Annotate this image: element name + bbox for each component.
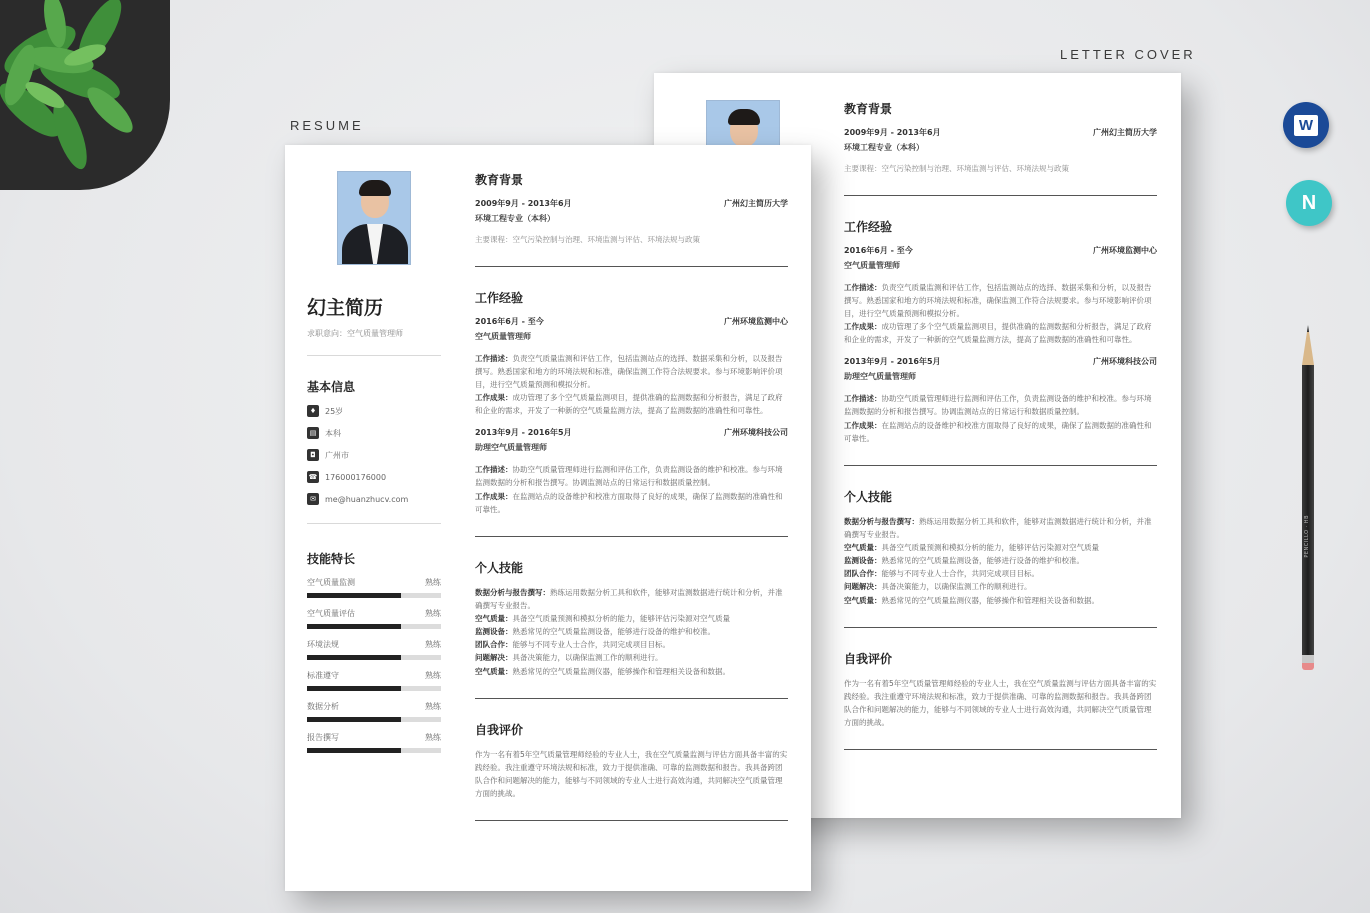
job-intent: 求职意向：空气质量管理师 [307, 329, 403, 338]
job-role: 助理空气质量管理师 [475, 443, 547, 453]
work-section [844, 218, 1157, 445]
skill-bar [307, 748, 441, 753]
job-company: 广州环境监测中心 [724, 316, 788, 326]
education-period: 2009年9月 - 2013年6月 [844, 128, 941, 137]
skill-bar [307, 717, 441, 722]
info-text: 广州市 [325, 450, 349, 460]
skill-row [307, 608, 441, 619]
job-period: 2013年9月 - 2016年5月 [475, 428, 572, 438]
job-entry [475, 316, 788, 418]
skill-bar [307, 593, 441, 598]
info-text: 176000176000 [325, 472, 387, 482]
personal-skills-list: 数据分析与报告撰写：熟练运用数据分析工具和软件，能够对监测数据进行统计和分析，并准确撰写专业报告。 空气质量：具备空气质量预测和模拟分析的能力，能够评估污染源对空气质量 监测设备：熟悉常见的空气质量监测设备，能够进行设备的维护和校准。 团队合作：能够与不同专业人士合作，共同完成项目目标。 问题解决：具备决策能力，以确保监测工作的顺利进行。 空气质量：熟悉常见的空气质量监测仪器，能够操作和管理相关设备和数据。 [844, 516, 1152, 605]
skill-level-label: 熟练 [425, 671, 441, 680]
self-eval-text: 作为一名有着5年空气质量管理师经验的专业人士，我在空气质量监测与评估方面具备丰富的实践经验。我注重遵守环境法规和标准，致力于提供准确、可靠的监测数据和报告。我具备跨团队合作和问题解决的能力，能够与不同领域的专业人士进行高效沟通，共同解决空气质量管理方面的挑战。 [844, 678, 1157, 727]
section-title: 教育背景 [475, 173, 524, 187]
skill-level-label: 熟练 [425, 702, 441, 711]
divider [844, 749, 1157, 750]
skill-item [307, 608, 441, 629]
education-major: 环境工程专业（本科） [475, 214, 555, 223]
section-title: 教育背景 [844, 102, 893, 116]
education-major: 环境工程专业（本科） [844, 143, 924, 152]
job-row [475, 316, 788, 327]
n-app-icon[interactable]: N [1286, 180, 1332, 226]
info-email [307, 493, 441, 505]
info-text: 本科 [325, 428, 341, 438]
section-title: 工作经验 [844, 219, 893, 234]
divider [844, 627, 1157, 628]
job-details: 工作描述：协助空气质量管理师进行监测和评估工作，负责监测设备的维护和校准。参与环境监测数据的分析和报告撰写。协调监测站点的日常运行和数据质量控制。 工作成果：在监测站点的设备维护和校准方面取得了良好的成果，确保了监测数据的准确性和可靠性。 [844, 394, 1152, 443]
skill-name: 环境法规 [307, 640, 339, 649]
job-period: 2016年6月 - 至今 [475, 316, 544, 326]
skill-bar [307, 624, 441, 629]
info-text: 25岁 [325, 406, 344, 416]
basic-info-title: 基本信息 [307, 380, 356, 394]
job-company: 广州环境科技公司 [1093, 357, 1157, 367]
avatar [706, 100, 780, 146]
job-period: 2016年6月 - 至今 [844, 245, 913, 255]
skill-bar-fill [307, 748, 401, 753]
skill-name: 空气质量评估 [307, 609, 355, 618]
section-title: 工作经验 [475, 290, 524, 305]
skill-item [307, 577, 441, 598]
education-courses: 主要课程：空气污染控制与治理、环境监测与评估、环境法规与政策 [475, 235, 700, 244]
skill-name: 报告撰写 [307, 733, 339, 742]
skill-bar [307, 686, 441, 691]
resume-label: RESUME [290, 118, 364, 133]
divider [475, 536, 788, 537]
personal-skills-list: 数据分析与报告撰写：熟练运用数据分析工具和软件，能够对监测数据进行统计和分析，并准确撰写专业报告。 空气质量：具备空气质量预测和模拟分析的能力，能够评估污染源对空气质量 监测设备：熟悉常见的空气质量监测设备，能够进行设备的维护和校准。 团队合作：能够与不同专业人士合作，共同完成项目目标。 问题解决：具备决策能力，以确保监测工作的顺利进行。 空气质量：熟悉常见的空气质量监测仪器，能够操作和管理相关设备和数据。 [475, 587, 783, 676]
work-section [475, 289, 788, 516]
skills-list [307, 577, 441, 753]
section-title: 个人技能 [844, 489, 893, 504]
skill-level-label: 熟练 [425, 609, 441, 618]
personal-skills-section [475, 559, 788, 678]
self-eval-text: 作为一名有着5年空气质量管理师经验的专业人士，我在空气质量监测与评估方面具备丰富的实践经验。我注重遵守环境法规和标准，致力于提供准确、可靠的监测数据和报告。我具备跨团队合作和问题解决的能力，能够与不同领域的专业人士进行高效沟通，共同解决空气质量管理方面的挑战。 [475, 749, 788, 798]
skill-level-label: 熟练 [425, 640, 441, 649]
plant-decoration [0, 0, 170, 190]
divider [475, 266, 788, 267]
skill-bar [307, 655, 441, 660]
job-company: 广州环境监测中心 [1093, 245, 1157, 255]
job-entry [844, 356, 1157, 445]
education-row [844, 127, 1157, 138]
word-app-icon[interactable]: W [1283, 102, 1329, 148]
job-company: 广州环境科技公司 [724, 428, 788, 438]
skill-bar-fill [307, 624, 401, 629]
job-role: 空气质量管理师 [475, 331, 531, 341]
skill-item [307, 732, 441, 753]
job-row [844, 245, 1157, 256]
info-text: me@huanzhucv.com [325, 494, 409, 504]
skill-bar-fill [307, 717, 401, 722]
education-school: 广州幻主简历大学 [1093, 128, 1157, 137]
phone-icon: ☎ [308, 473, 318, 481]
divider [844, 195, 1157, 196]
candidate-name: 幻主简历 [307, 297, 384, 319]
skill-item [307, 639, 441, 660]
job-details: 工作描述：负责空气质量监测和评估工作，包括监测站点的选择、数据采集和分析，以及报告撰写。熟悉国家和地方的环境法规和标准，确保监测工作符合法规要求。参与环境影响评价项目，进行空气质量预测和模拟分析。 工作成果：成功管理了多个空气质量监测项目，提供准确的监测数据和分析报告，满足了政府和企业的需求，开发了一种新的空气质量监测方法，提高了监测数据的准确性和可靠性。 [475, 353, 783, 416]
education-section [475, 171, 788, 246]
skill-row [307, 639, 441, 650]
skill-row [307, 732, 441, 743]
skill-level-label: 熟练 [425, 578, 441, 587]
education-section [844, 100, 1157, 175]
skill-name: 空气质量监测 [307, 578, 355, 587]
skill-name: 标准遵守 [307, 671, 339, 680]
letter-cover-label: LETTER COVER [1060, 47, 1196, 62]
job-entry [475, 427, 788, 516]
education-courses: 主要课程：空气污染控制与治理、环境监测与评估、环境法规与政策 [844, 164, 1069, 173]
education-school: 广州幻主简历大学 [724, 199, 788, 208]
job-row [844, 356, 1157, 367]
divider [307, 523, 441, 524]
divider [844, 465, 1157, 466]
personal-skills-section [844, 488, 1157, 607]
info-phone [307, 471, 441, 483]
skill-row [307, 670, 441, 681]
resume-sidebar [307, 171, 441, 753]
info-education [307, 427, 441, 439]
job-role: 助理空气质量管理师 [844, 372, 916, 382]
email-icon: ✉ [307, 493, 319, 505]
education-period: 2009年9月 - 2013年6月 [475, 199, 572, 208]
divider [475, 698, 788, 699]
education-icon: ▤ [307, 427, 319, 439]
section-title: 自我评价 [475, 722, 524, 737]
skill-bar-fill [307, 686, 401, 691]
self-eval-section [475, 721, 788, 801]
section-title: 个人技能 [475, 560, 524, 575]
skill-row [307, 577, 441, 588]
pencil-brand: PENCILLO · HB [1304, 515, 1310, 558]
job-row [475, 427, 788, 438]
skills-title: 技能特长 [307, 552, 356, 566]
age-icon: ♦ [307, 405, 319, 417]
skill-level-label: 熟练 [425, 733, 441, 742]
location-icon: ◘ [307, 449, 319, 461]
info-location [307, 449, 441, 461]
skill-bar-fill [307, 655, 401, 660]
divider [475, 820, 788, 821]
info-age [307, 405, 441, 417]
divider [307, 355, 441, 356]
job-period: 2013年9月 - 2016年5月 [844, 357, 941, 367]
skill-name: 数据分析 [307, 702, 339, 711]
resume-page [285, 145, 811, 891]
front-main-column [475, 171, 788, 843]
section-title: 自我评价 [844, 651, 893, 666]
job-role: 空气质量管理师 [844, 260, 900, 270]
skill-bar-fill [307, 593, 401, 598]
skill-row [307, 701, 441, 712]
education-row [475, 198, 788, 209]
job-entry [844, 245, 1157, 347]
avatar [337, 171, 411, 265]
pencil-decoration [1302, 325, 1314, 670]
back-main-column [844, 100, 1157, 772]
job-details: 工作描述：协助空气质量管理师进行监测和评估工作，负责监测设备的维护和校准。参与环境监测数据的分析和报告撰写。协调监测站点的日常运行和数据质量控制。 工作成果：在监测站点的设备维护和校准方面取得了良好的成果，确保了监测数据的准确性和可靠性。 [475, 465, 783, 514]
self-eval-section [844, 650, 1157, 730]
skill-item [307, 670, 441, 691]
job-details: 工作描述：负责空气质量监测和评估工作，包括监测站点的选择、数据采集和分析，以及报告撰写。熟悉国家和地方的环境法规和标准，确保监测工作符合法规要求。参与环境影响评价项目，进行空气质量预测和模拟分析。 工作成果：成功管理了多个空气质量监测项目，提供准确的监测数据和分析报告，满足了政府和企业的需求，开发了一种新的空气质量监测方法，提高了监测数据的准确性和可靠性。 [844, 282, 1152, 345]
skill-item [307, 701, 441, 722]
